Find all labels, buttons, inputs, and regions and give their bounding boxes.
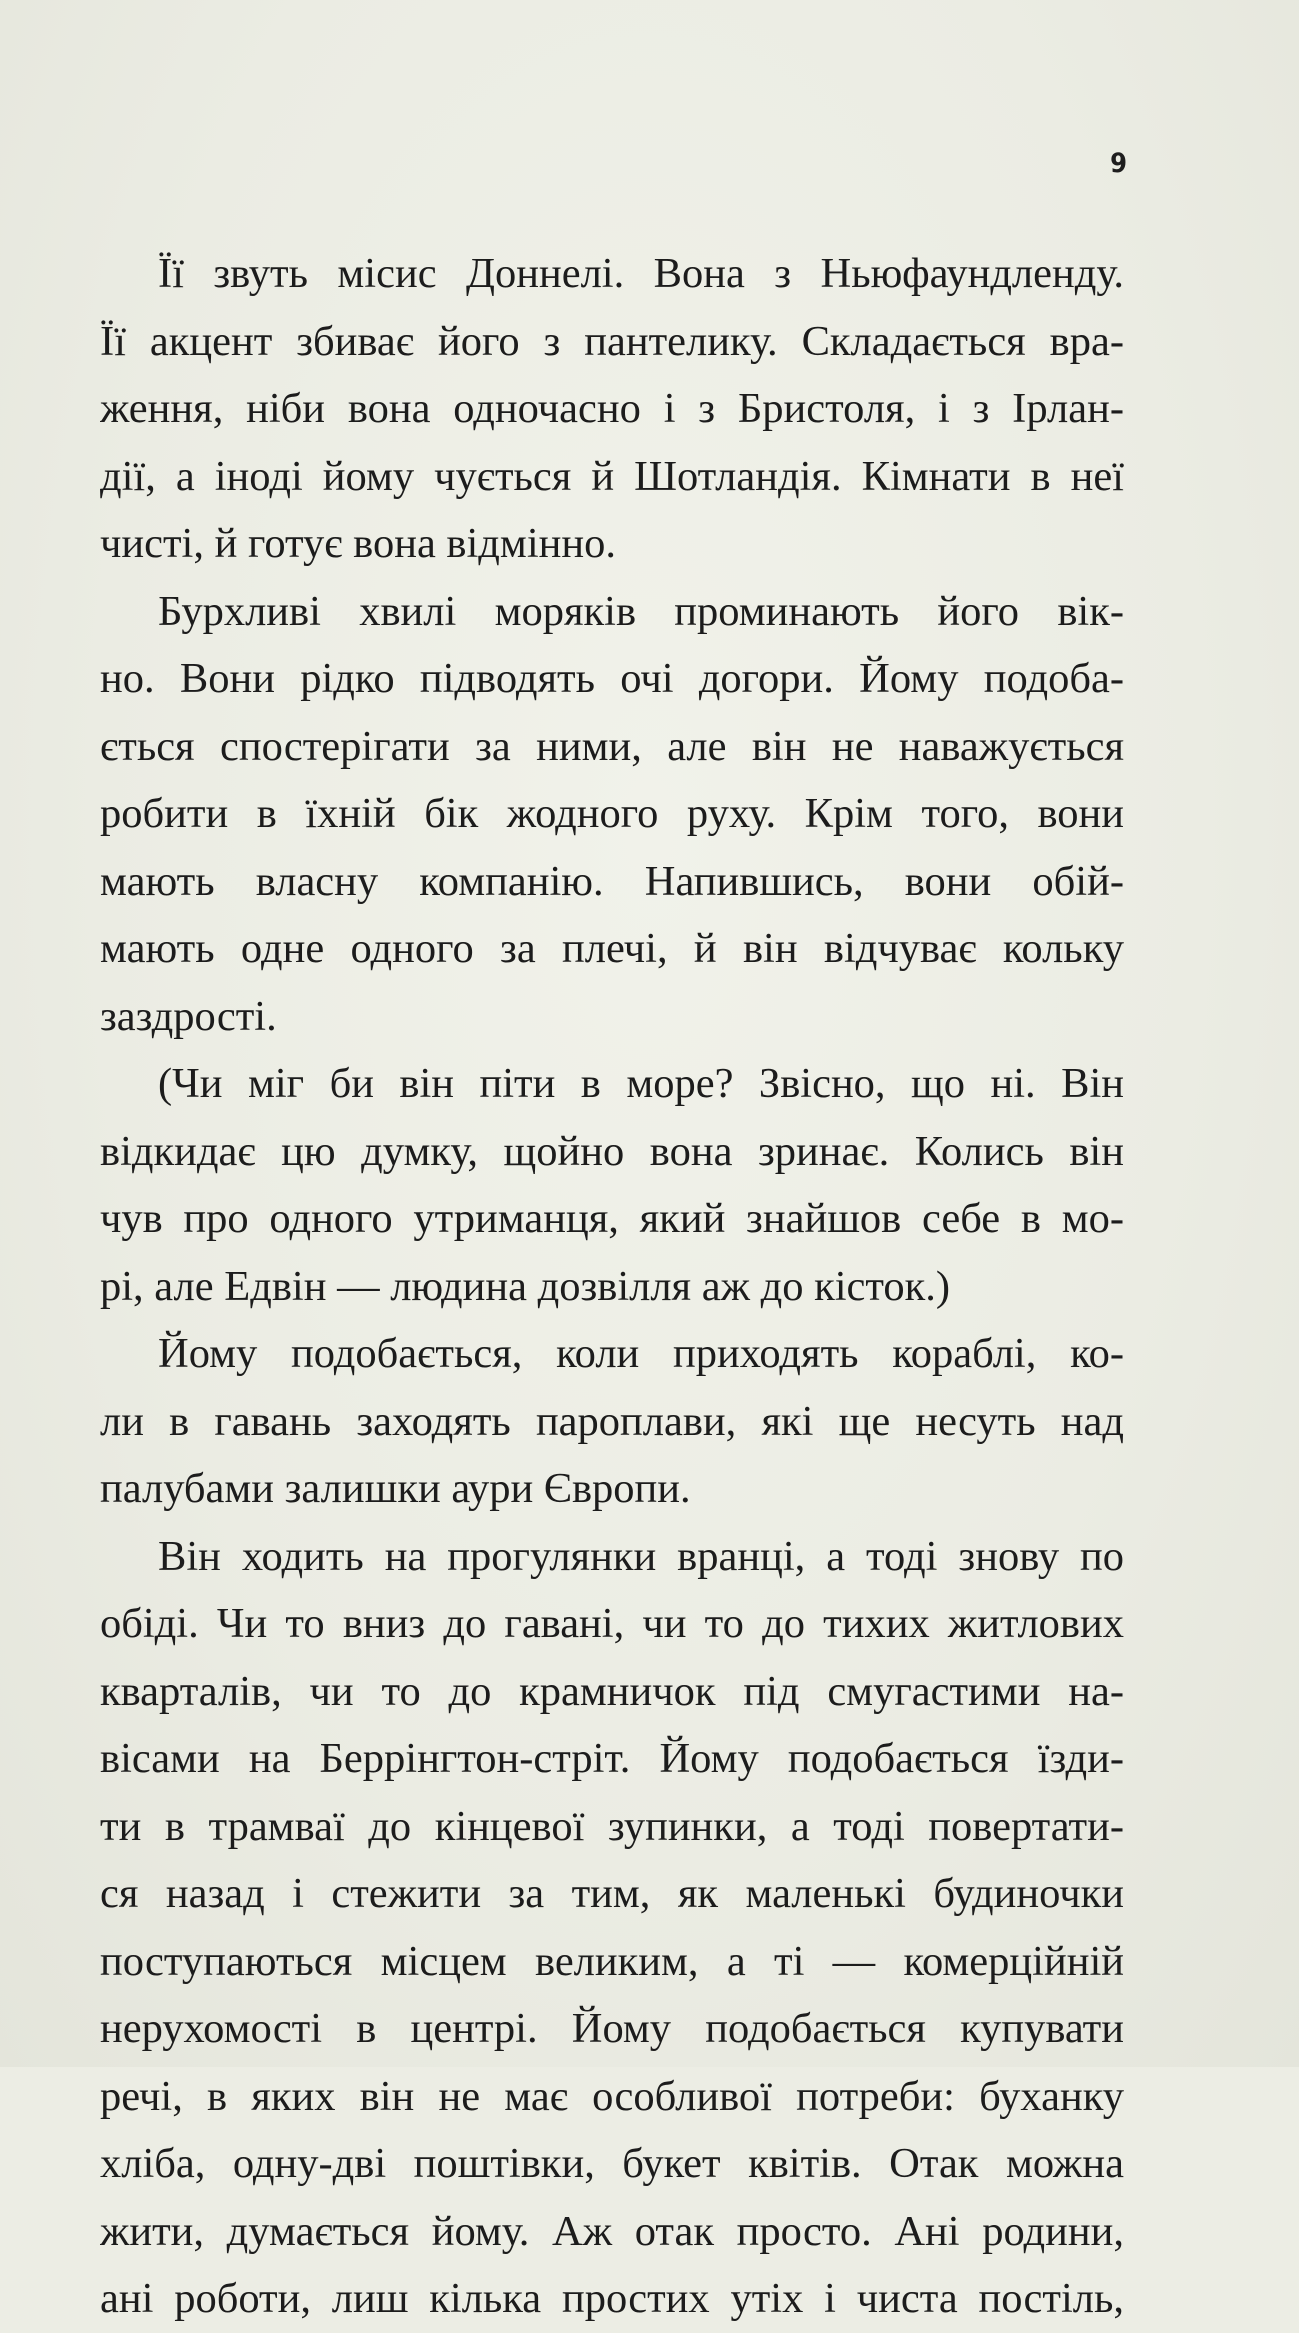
text-line: речі, в яких він не має особливої потреби: буханку xyxy=(100,2072,1124,2120)
text-line: заздрості. xyxy=(100,992,277,1040)
text-line: обіді. Чи то вниз до гавані, чи то до тихих житлових xyxy=(100,1600,1124,1647)
text-line: Він ходить на прогулянки вранці, а тоді знову по xyxy=(158,1532,1124,1580)
text-line: хліба, одну-дві поштівки, букет квітів. Отак можна xyxy=(100,2140,1124,2187)
text-line: но. Вони рідко підводять очі догори. Йому подоба- xyxy=(100,655,1124,702)
text-line: кварталів, чи то до крамничок під смугастими на- xyxy=(100,1667,1124,1715)
text-line: Йому подобається, коли приходять кораблі, ко- xyxy=(158,1330,1124,1377)
page-number: 9 xyxy=(1110,148,1127,179)
text-line: відкидає цю думку, щойно вона зринає. Колись він xyxy=(100,1127,1124,1175)
text-line: мають власну компанію. Напившись, вони обій- xyxy=(100,857,1124,905)
text-line: дії, а іноді йому чується й Шотландія. Кімнати в неї xyxy=(100,452,1124,500)
text-line: ження, ніби вона одночасно і з Бристоля, і з Ірлан- xyxy=(100,385,1124,432)
body-text xyxy=(100,240,1124,2333)
text-line: ли в гавань заходять пароплави, які ще несуть над xyxy=(100,1397,1124,1445)
text-line: ані роботи, лиш кілька простих утіх і чиста постіль, xyxy=(100,2275,1124,2322)
text-line: палубами залишки аури Європи. xyxy=(100,1465,691,1512)
text-line: ється спостерігати за ними, але він не наважується xyxy=(100,722,1124,770)
text-line: мають одне одного за плечі, й він відчуває кольку xyxy=(100,925,1124,972)
text-line: нерухомості в центрі. Йому подобається купувати xyxy=(100,2005,1124,2052)
text-line: поступаються місцем великим, а ті — комерційній xyxy=(100,1937,1124,1985)
text-line: (Чи міг би він піти в море? Звісно, що ні. Він xyxy=(158,1060,1124,1107)
text-line: чисті, й готує вона відмінно. xyxy=(100,520,616,567)
text-line: рі, але Едвін — людина дозвілля аж до кісток.) xyxy=(100,1262,951,1310)
text-line: чув про одного утриманця, який знайшов себе в мо- xyxy=(100,1195,1124,1242)
text-line: Бурхливі хвилі моряків проминають його вік- xyxy=(158,587,1124,635)
text-line: вісами на Беррінгтон-стріт. Йому подобається їзди- xyxy=(100,1735,1124,1782)
text-line: робити в їхній бік жодного руху. Крім того, вони xyxy=(100,790,1124,837)
text-line: ся назад і стежити за тим, як маленькі будиночки xyxy=(100,1870,1124,1917)
text-line: ти в трамваї до кінцевої зупинки, а тоді повертати- xyxy=(100,1802,1124,1850)
text-line: жити, думається йому. Аж отак просто. Ані родини, xyxy=(100,2207,1124,2255)
text-line: Її звуть місис Доннелі. Вона з Ньюфаундленду. xyxy=(158,250,1124,297)
text-line: Її акцент збиває його з пантелику. Складається вра- xyxy=(100,317,1124,365)
